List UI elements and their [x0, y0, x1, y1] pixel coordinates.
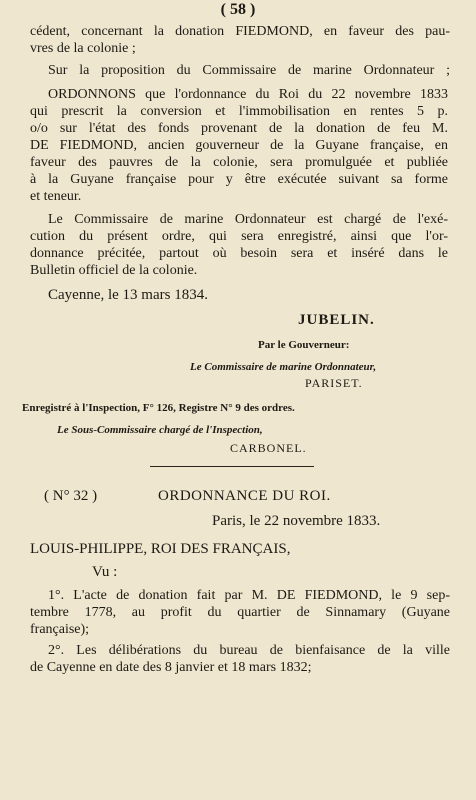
text-line: DE FIEDMOND, ancien gouverneur de la Guyane française, en: [30, 138, 448, 153]
text-line: 1°. L'acte de donation fait par M. DE FIEDMOND, le 9 sep-: [48, 588, 450, 603]
signature-carbonel: CARBONEL.: [230, 441, 307, 455]
king-line: LOUIS-PHILIPPE, ROI DES FRANÇAIS,: [30, 541, 291, 557]
text-line: Sur la proposition du Commissaire de marine Ordonnateur ;: [48, 63, 450, 78]
place-date: Paris, le 22 novembre 1833.: [212, 513, 381, 529]
text-line: française);: [30, 622, 90, 637]
text-line: ORDONNONS que l'ordonnance du Roi du 22 novembre 1833: [48, 87, 448, 102]
text-line: donnance précitée, partout où besoin sera et inséré dans le: [30, 246, 448, 261]
signature-pariset: PARISET.: [305, 376, 363, 390]
registration-line: Enregistré à l'Inspection, F° 126, Registre N° 9 des ordres.: [22, 402, 295, 414]
date-line: Cayenne, le 13 mars 1834.: [48, 287, 208, 303]
text-line: o/o sur l'état des fonds provenant de la donation de feu M.: [30, 121, 448, 136]
signature-jubelin: JUBELIN.: [298, 312, 375, 328]
text-line: qui prescrit la conversion et l'immobilisation en rentes 5 p.: [30, 104, 448, 119]
section-title: ORDONNANCE DU ROI.: [158, 488, 331, 504]
ordonnance-number: ( N° 32 ): [44, 488, 98, 504]
text-line: de Cayenne en date des 8 janvier et 18 mars 1832;: [30, 660, 312, 675]
text-line: cédent, concernant la donation FIEDMOND, en faveur des pau-: [30, 24, 450, 39]
text-line: 2°. Les délibérations du bureau de bienfaisance de la ville: [48, 643, 450, 658]
text-line: faveur des pauvres de la colonie, sera promulguée et publiée: [30, 155, 448, 170]
signature-caption: Le Sous-Commissaire chargé de l'Inspection,: [57, 424, 263, 436]
vu-label: Vu :: [92, 564, 118, 580]
text-line: à la Guyane française pour y être exécutée suivant sa forme: [30, 172, 448, 187]
text-line: et teneur.: [30, 189, 82, 204]
section-divider: [150, 466, 314, 467]
text-line: vres de la colonie ;: [30, 41, 136, 56]
signature-caption: Le Commissaire de marine Ordonnateur,: [190, 361, 377, 373]
text-line: Bulletin officiel de la colonie.: [30, 263, 198, 278]
signature-caption: Par le Gouverneur:: [258, 339, 350, 351]
text-line: cution du présent ordre, qui sera enregistré, ainsi que l'or-: [30, 229, 448, 244]
text-line: tembre 1778, au profit du quartier de Sinnamary (Guyane: [30, 605, 450, 620]
text-line: Le Commissaire de marine Ordonnateur est chargé de l'exé-: [48, 212, 448, 227]
page-number: ( 58 ): [220, 1, 256, 18]
